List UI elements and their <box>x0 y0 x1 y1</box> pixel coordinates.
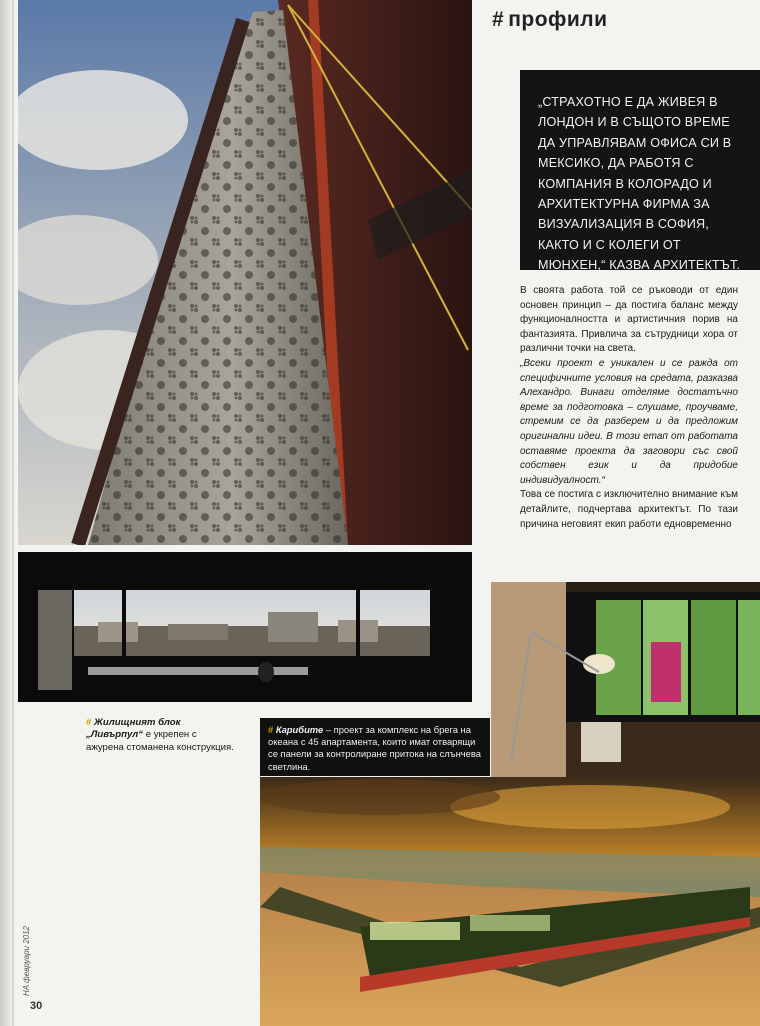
issue-label: HA февруари 2012 <box>22 926 31 996</box>
interior-photo <box>491 582 760 778</box>
section-hash: # <box>492 8 505 31</box>
article-body <box>520 284 738 532</box>
caption-hash: # <box>268 724 274 735</box>
caption-rest: е укрепен с ажурена стоманена конструкция. <box>86 729 234 753</box>
body-paragraph-2: „Всеки проект е уникален и се ражда от специфичните условия на средата, разказва Алехандро. Винаги отделяме достатъчно време за подготовка – слушаме, проучваме, стремим се да разберем и да предложим оригинални идеи. В този етап от работата оставяме проекта да заговори със свой собствен език и да придобие индивидуалност.“ <box>520 357 738 486</box>
tower-photo <box>18 0 472 545</box>
tower-image <box>18 0 472 545</box>
caption-bold: Жилищният блок „Ливърпул“ <box>86 717 181 741</box>
caption-liverpool <box>86 717 236 754</box>
pull-quote: „СТРАХОТНО Е ДА ЖИВЕЯ В ЛОНДОН И В СЪЩОТО ВРЕМЕ ДА УПРАВЛЯВАМ ОФИСА СИ В МЕКСИКО, ДА РАБОТЯ С КОМПАНИЯ В КОЛОРАДО И АРХИТЕКТУРНА ФИРМА ЗА ВИЗУАЛИЗАЦИЯ В СОФИЯ, КАКТО И С КОЛЕГИ ОТ МЮНХЕН,“ КАЗВА АРХИТЕКТЪТ. <box>538 95 741 273</box>
balcony-image <box>18 552 472 702</box>
beach-image <box>260 777 760 1026</box>
balcony-photo <box>18 552 472 702</box>
caption-hash: # <box>86 717 92 728</box>
section-tag <box>492 8 608 32</box>
beach-render <box>260 777 760 1026</box>
interior-image <box>491 582 760 778</box>
caption-bold: Карибите <box>275 724 324 735</box>
caption-caribbean <box>268 724 486 773</box>
spine-line <box>12 0 14 1026</box>
page-number: 30 <box>30 1000 43 1012</box>
body-paragraph-3: Това се постига с изключително внимание към детайлите, подчертава архитектът. По тази причина неговият екип работи едновременно <box>520 489 738 530</box>
caption-rest: – проект за комплекс на брега на океана с 45 апартамента, които имат отварящи се панели за контролиране притока на слънчева светлина. <box>268 724 481 772</box>
magazine-spine <box>0 0 12 1026</box>
section-label: профили <box>508 8 608 31</box>
body-paragraph-1: В своята работа той се ръководи от един основен принцип – да постига баланс между функционалността и артистичния порив на фантазията. Привлича за сътрудници хора от различни точки на света. <box>520 285 738 355</box>
